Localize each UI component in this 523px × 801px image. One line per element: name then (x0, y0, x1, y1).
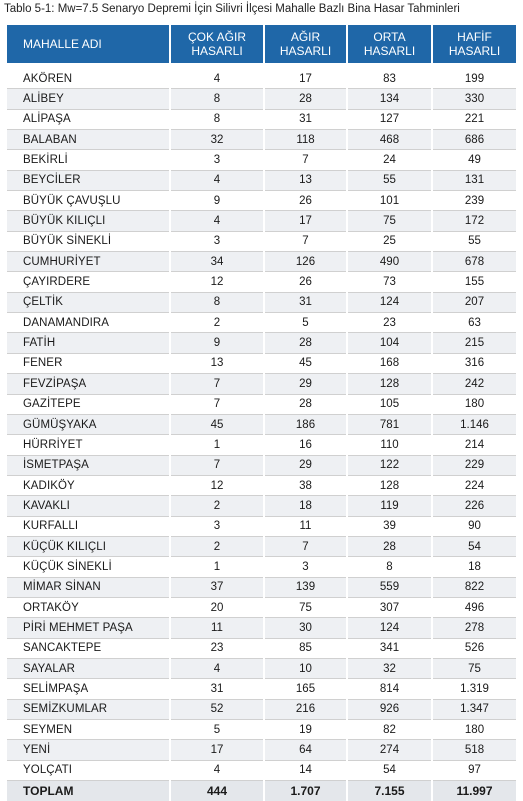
neighborhood-name-cell: BALABAN (7, 130, 170, 150)
very-heavy-cell: 5 (170, 720, 264, 740)
heavy-cell: 31 (264, 292, 347, 312)
heavy-cell: 28 (264, 394, 347, 414)
heavy-cell: 5 (264, 313, 347, 333)
very-heavy-cell: 4 (170, 760, 264, 780)
header-heavy-line1: AĞIR (290, 30, 321, 44)
heavy-cell: 85 (264, 638, 347, 658)
table-row (7, 720, 516, 740)
table-row (7, 455, 516, 475)
medium-cell: 119 (347, 496, 432, 516)
very-heavy-cell: 31 (170, 679, 264, 699)
neighborhood-name-cell: SANCAKTEPE (7, 638, 170, 658)
light-cell: 526 (432, 638, 516, 658)
heavy-cell: 19 (264, 720, 347, 740)
heavy-cell: 31 (264, 109, 347, 129)
medium-cell: 54 (347, 760, 432, 780)
light-cell: 97 (432, 760, 516, 780)
table-row (7, 597, 516, 617)
neighborhood-name-cell: BÜYÜK KILIÇLI (7, 211, 170, 231)
header-neighborhood-label: MAHALLE ADI (23, 37, 102, 51)
table-row (7, 109, 516, 129)
damage-estimate-table (7, 25, 516, 801)
medium-cell: 128 (347, 475, 432, 495)
table-row (7, 252, 516, 272)
table-row (7, 414, 516, 434)
light-cell: 63 (432, 313, 516, 333)
heavy-cell: 186 (264, 414, 347, 434)
light-cell: 224 (432, 475, 516, 495)
very-heavy-cell: 52 (170, 699, 264, 719)
very-heavy-cell: 12 (170, 475, 264, 495)
very-heavy-cell: 1 (170, 557, 264, 577)
table-row (7, 577, 516, 597)
heavy-cell: 29 (264, 455, 347, 475)
table-row (7, 292, 516, 312)
table-row (7, 211, 516, 231)
heavy-cell: 11 (264, 516, 347, 536)
heavy-cell: 28 (264, 333, 347, 353)
neighborhood-name-cell: FENER (7, 353, 170, 373)
light-cell: 221 (432, 109, 516, 129)
table-row (7, 760, 516, 780)
table-row (7, 679, 516, 699)
light-cell: 316 (432, 353, 516, 373)
light-cell: 242 (432, 374, 516, 394)
light-cell: 180 (432, 394, 516, 414)
light-cell: 49 (432, 150, 516, 170)
heavy-cell: 13 (264, 170, 347, 190)
heavy-cell: 216 (264, 699, 347, 719)
table-row (7, 740, 516, 760)
medium-cell: 55 (347, 170, 432, 190)
light-cell: 1.347 (432, 699, 516, 719)
very-heavy-cell: 23 (170, 638, 264, 658)
medium-cell: 490 (347, 252, 432, 272)
heavy-cell: 17 (264, 211, 347, 231)
neighborhood-name-cell: SELİMPAŞA (7, 679, 170, 699)
heavy-cell: 118 (264, 130, 347, 150)
table-row (7, 231, 516, 251)
total-label: TOPLAM (7, 781, 170, 801)
medium-cell: 110 (347, 435, 432, 455)
light-cell: 822 (432, 577, 516, 597)
heavy-cell: 7 (264, 536, 347, 556)
medium-cell: 73 (347, 272, 432, 292)
medium-cell: 124 (347, 292, 432, 312)
light-cell: 131 (432, 170, 516, 190)
very-heavy-cell: 32 (170, 130, 264, 150)
medium-cell: 104 (347, 333, 432, 353)
medium-cell: 105 (347, 394, 432, 414)
neighborhood-name-cell: KADIKÖY (7, 475, 170, 495)
header-very-heavy-line2: HASARLI (191, 44, 243, 58)
light-cell: 214 (432, 435, 516, 455)
light-cell: 90 (432, 516, 516, 536)
very-heavy-cell: 9 (170, 191, 264, 211)
light-cell: 686 (432, 130, 516, 150)
neighborhood-name-cell: KAVAKLI (7, 496, 170, 516)
medium-cell: 124 (347, 618, 432, 638)
heavy-cell: 26 (264, 191, 347, 211)
light-cell: 278 (432, 618, 516, 638)
medium-cell: 25 (347, 231, 432, 251)
table-row (7, 658, 516, 678)
very-heavy-cell: 1 (170, 435, 264, 455)
light-cell: 54 (432, 536, 516, 556)
neighborhood-name-cell: CUMHURİYET (7, 252, 170, 272)
table-row (7, 272, 516, 292)
header-light-line2: HASARLI (448, 44, 501, 58)
light-cell: 55 (432, 231, 516, 251)
heavy-cell: 18 (264, 496, 347, 516)
table-row (7, 435, 516, 455)
table-row (7, 69, 516, 89)
medium-cell: 122 (347, 455, 432, 475)
table-row (7, 699, 516, 719)
table-body (7, 63, 516, 781)
neighborhood-name-cell: ALİBEY (7, 89, 170, 109)
medium-cell: 82 (347, 720, 432, 740)
heavy-cell: 10 (264, 658, 347, 678)
neighborhood-name-cell: SEMİZKUMLAR (7, 699, 170, 719)
very-heavy-cell: 4 (170, 69, 264, 89)
medium-cell: 39 (347, 516, 432, 536)
table-row (7, 496, 516, 516)
medium-cell: 128 (347, 374, 432, 394)
neighborhood-name-cell: KÜÇÜK SİNEKLİ (7, 557, 170, 577)
total-row (7, 781, 516, 801)
very-heavy-cell: 2 (170, 536, 264, 556)
neighborhood-name-cell: BEYCİLER (7, 170, 170, 190)
very-heavy-cell: 4 (170, 658, 264, 678)
light-cell: 199 (432, 69, 516, 89)
neighborhood-name-cell: SAYALAR (7, 658, 170, 678)
medium-cell: 28 (347, 536, 432, 556)
very-heavy-cell: 13 (170, 353, 264, 373)
medium-cell: 23 (347, 313, 432, 333)
header-medium-line2: HASARLI (363, 44, 416, 58)
heavy-cell: 30 (264, 618, 347, 638)
medium-cell: 24 (347, 150, 432, 170)
heavy-cell: 126 (264, 252, 347, 272)
table-row (7, 618, 516, 638)
table-header (7, 25, 516, 63)
heavy-cell: 64 (264, 740, 347, 760)
table-row (7, 536, 516, 556)
neighborhood-name-cell: GÜMÜŞYAKA (7, 414, 170, 434)
medium-cell: 75 (347, 211, 432, 231)
neighborhood-name-cell: MİMAR SİNAN (7, 577, 170, 597)
medium-cell: 781 (347, 414, 432, 434)
header-medium-damage (347, 25, 432, 63)
medium-cell: 307 (347, 597, 432, 617)
light-cell: 239 (432, 191, 516, 211)
very-heavy-cell: 11 (170, 618, 264, 638)
heavy-cell: 28 (264, 89, 347, 109)
medium-cell: 168 (347, 353, 432, 373)
neighborhood-name-cell: BÜYÜK ÇAVUŞLU (7, 191, 170, 211)
neighborhood-name-cell: FEVZİPAŞA (7, 374, 170, 394)
very-heavy-cell: 2 (170, 496, 264, 516)
very-heavy-cell: 37 (170, 577, 264, 597)
neighborhood-name-cell: İSMETPAŞA (7, 455, 170, 475)
very-heavy-cell: 3 (170, 150, 264, 170)
very-heavy-cell: 8 (170, 89, 264, 109)
table-row (7, 374, 516, 394)
heavy-cell: 3 (264, 557, 347, 577)
light-cell: 496 (432, 597, 516, 617)
header-row (7, 25, 516, 63)
neighborhood-name-cell: ÇAYIRDERE (7, 272, 170, 292)
header-light-line1: HAFİF (457, 30, 492, 44)
light-cell: 155 (432, 272, 516, 292)
light-cell: 75 (432, 658, 516, 678)
very-heavy-cell: 4 (170, 211, 264, 231)
table-row (7, 353, 516, 373)
heavy-cell: 7 (264, 231, 347, 251)
very-heavy-cell: 17 (170, 740, 264, 760)
medium-cell: 926 (347, 699, 432, 719)
very-heavy-cell: 12 (170, 272, 264, 292)
neighborhood-name-cell: ALİPAŞA (7, 109, 170, 129)
table-row (7, 516, 516, 536)
light-cell: 330 (432, 89, 516, 109)
table-row (7, 170, 516, 190)
very-heavy-cell: 8 (170, 292, 264, 312)
medium-cell: 559 (347, 577, 432, 597)
medium-cell: 8 (347, 557, 432, 577)
neighborhood-name-cell: SEYMEN (7, 720, 170, 740)
light-cell: 678 (432, 252, 516, 272)
very-heavy-cell: 34 (170, 252, 264, 272)
table-row (7, 313, 516, 333)
medium-cell: 468 (347, 130, 432, 150)
table-row (7, 89, 516, 109)
medium-cell: 127 (347, 109, 432, 129)
very-heavy-cell: 3 (170, 231, 264, 251)
total-very-heavy: 444 (170, 781, 264, 801)
heavy-cell: 26 (264, 272, 347, 292)
neighborhood-name-cell: BÜYÜK SİNEKLİ (7, 231, 170, 251)
table-footer (7, 781, 516, 801)
heavy-cell: 139 (264, 577, 347, 597)
neighborhood-name-cell: ÇELTİK (7, 292, 170, 312)
heavy-cell: 38 (264, 475, 347, 495)
heavy-cell: 16 (264, 435, 347, 455)
light-cell: 229 (432, 455, 516, 475)
table-row (7, 394, 516, 414)
heavy-cell: 14 (264, 760, 347, 780)
table-row (7, 191, 516, 211)
header-neighborhood-name (7, 25, 170, 63)
light-cell: 180 (432, 720, 516, 740)
very-heavy-cell: 7 (170, 455, 264, 475)
header-heavy-line2: HASARLI (279, 44, 332, 58)
heavy-cell: 29 (264, 374, 347, 394)
very-heavy-cell: 3 (170, 516, 264, 536)
light-cell: 207 (432, 292, 516, 312)
header-heavy-damage (264, 25, 347, 63)
table-row (7, 638, 516, 658)
heavy-cell: 17 (264, 69, 347, 89)
header-medium-line1: ORTA (373, 30, 406, 44)
header-very-heavy-line1: ÇOK AĞIR (187, 30, 246, 44)
neighborhood-name-cell: AKÖREN (7, 69, 170, 89)
light-cell: 215 (432, 333, 516, 353)
medium-cell: 101 (347, 191, 432, 211)
light-cell: 1.319 (432, 679, 516, 699)
table-caption: Tablo 5-1: Mw=7.5 Senaryo Depremi İçin Silivri İlçesi Mahalle Bazlı Bina Hasar Tahminleri (4, 3, 460, 15)
very-heavy-cell: 45 (170, 414, 264, 434)
light-cell: 1.146 (432, 414, 516, 434)
neighborhood-name-cell: GAZİTEPE (7, 394, 170, 414)
light-cell: 518 (432, 740, 516, 760)
neighborhood-name-cell: YENİ (7, 740, 170, 760)
table-row (7, 557, 516, 577)
heavy-cell: 75 (264, 597, 347, 617)
medium-cell: 274 (347, 740, 432, 760)
very-heavy-cell: 20 (170, 597, 264, 617)
heavy-cell: 45 (264, 353, 347, 373)
light-cell: 226 (432, 496, 516, 516)
medium-cell: 814 (347, 679, 432, 699)
total-medium: 7.155 (347, 781, 432, 801)
very-heavy-cell: 9 (170, 333, 264, 353)
neighborhood-name-cell: HÜRRİYET (7, 435, 170, 455)
light-cell: 18 (432, 557, 516, 577)
very-heavy-cell: 7 (170, 394, 264, 414)
total-light: 11.997 (432, 781, 516, 801)
neighborhood-name-cell: DANAMANDIRA (7, 313, 170, 333)
medium-cell: 32 (347, 658, 432, 678)
very-heavy-cell: 7 (170, 374, 264, 394)
very-heavy-cell: 2 (170, 313, 264, 333)
neighborhood-name-cell: FATİH (7, 333, 170, 353)
very-heavy-cell: 8 (170, 109, 264, 129)
total-heavy: 1.707 (264, 781, 347, 801)
header-light-damage (432, 25, 516, 63)
light-cell: 172 (432, 211, 516, 231)
table-row (7, 475, 516, 495)
neighborhood-name-cell: PİRİ MEHMET PAŞA (7, 618, 170, 638)
neighborhood-name-cell: ORTAKÖY (7, 597, 170, 617)
table-row (7, 333, 516, 353)
medium-cell: 134 (347, 89, 432, 109)
table-row (7, 150, 516, 170)
table-row (7, 130, 516, 150)
heavy-cell: 165 (264, 679, 347, 699)
medium-cell: 341 (347, 638, 432, 658)
heavy-cell: 7 (264, 150, 347, 170)
header-very-heavy-damage (170, 25, 264, 63)
medium-cell: 83 (347, 69, 432, 89)
very-heavy-cell: 4 (170, 170, 264, 190)
neighborhood-name-cell: KURFALLI (7, 516, 170, 536)
neighborhood-name-cell: KÜÇÜK KILIÇLI (7, 536, 170, 556)
neighborhood-name-cell: YOLÇATI (7, 760, 170, 780)
neighborhood-name-cell: BEKİRLİ (7, 150, 170, 170)
